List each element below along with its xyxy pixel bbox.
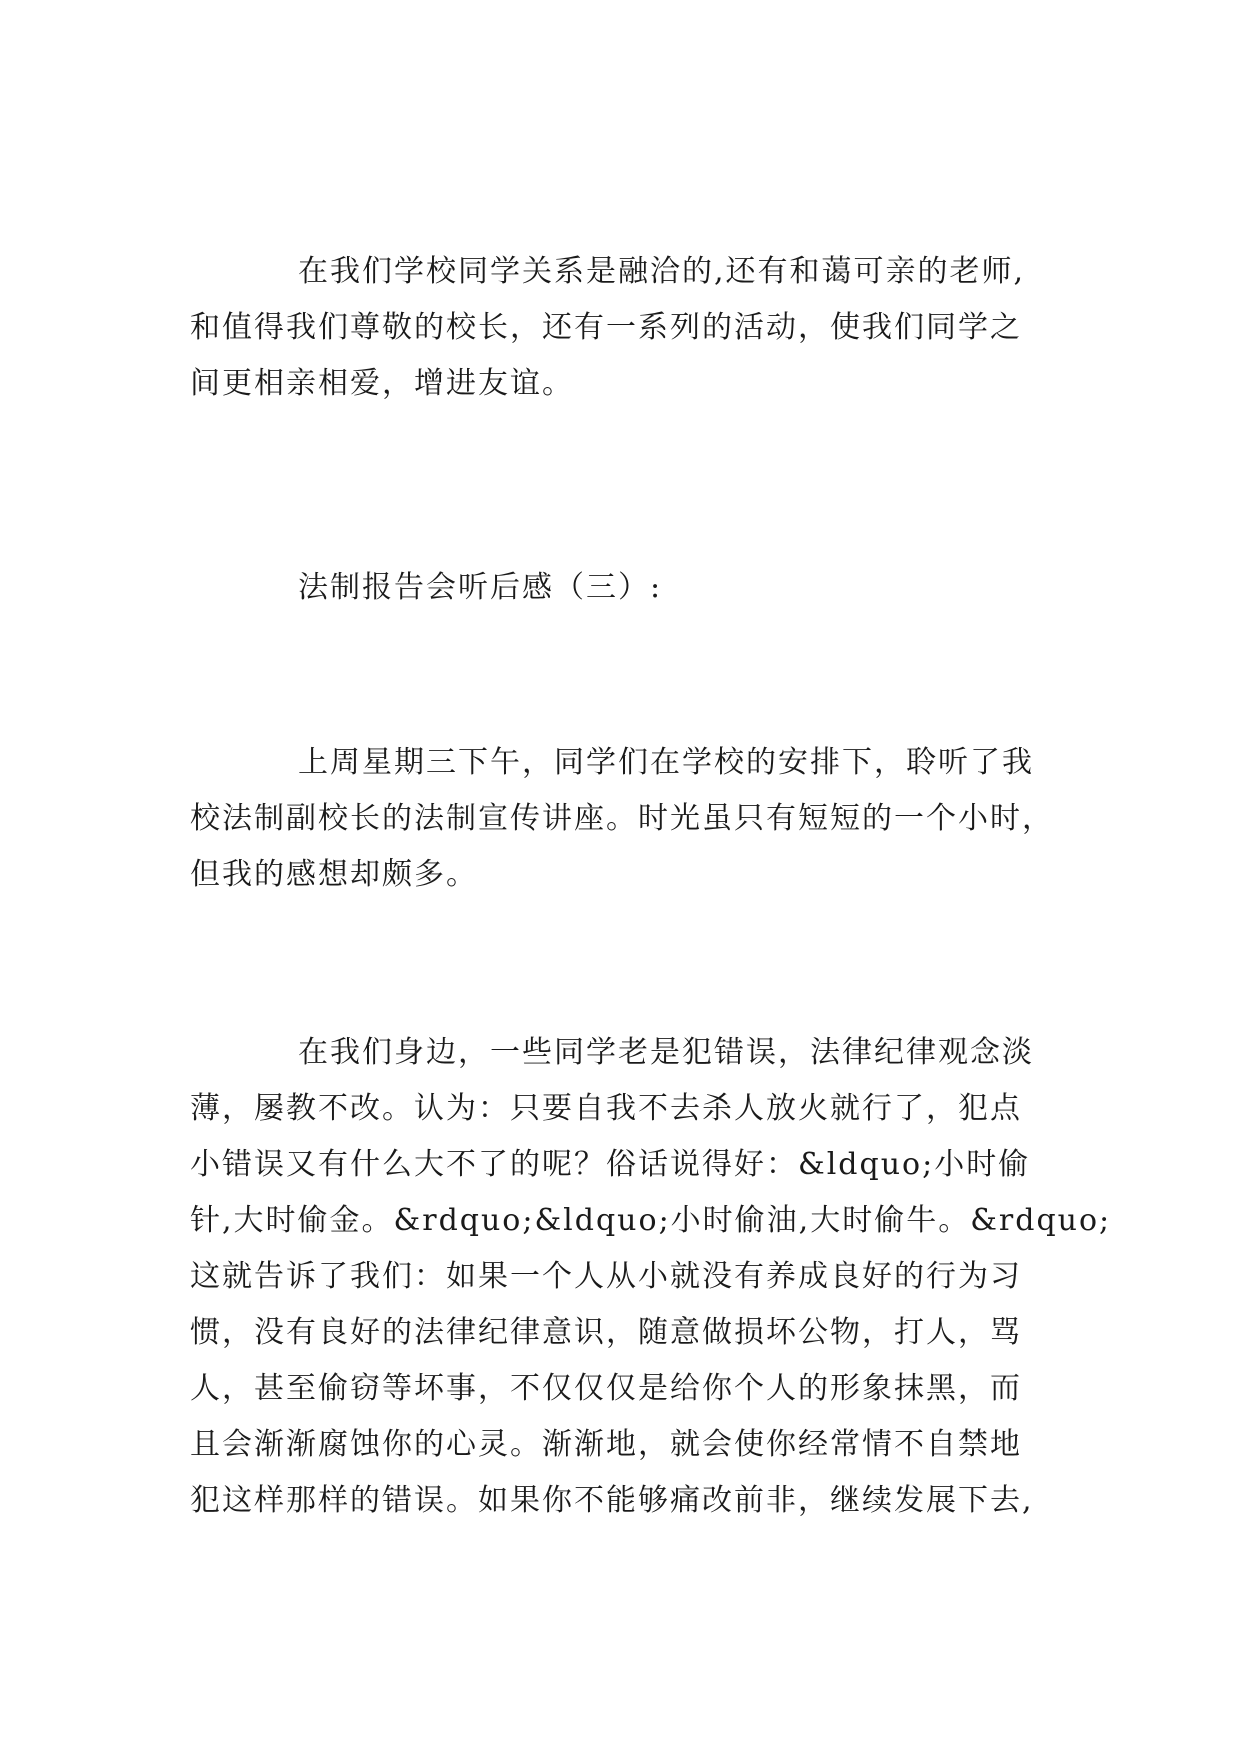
text-line: 针,大时偷金。&rdquo;&ldquo;小时偷油,大时偷牛。&rdquo; [190,1203,1112,1238]
text-line: 和值得我们尊敬的校长，还有一系列的活动，使我们同学之 [190,310,1022,345]
text-line: 间更相亲相爱，增进友谊。 [190,366,574,401]
text-line: 在我们身边，一些同学老是犯错误，法律纪律观念淡 [298,1035,1034,1070]
text-line: 犯这样那样的错误。如果你不能够痛改前非，继续发展下去, [190,1483,1034,1518]
paragraph-school-relations [190,244,1070,412]
text-line: 且会渐渐腐蚀你的心灵。渐渐地，就会使你经常情不自禁地 [190,1427,1022,1462]
text-line: 小错误又有什么大不了的呢？俗话说得好：&ldquo;小时偷 [190,1147,1031,1182]
text-line: 人，甚至偷窃等坏事，不仅仅仅是给你个人的形象抹黑，而 [190,1371,1022,1406]
text-line: 这就告诉了我们：如果一个人从小就没有养成良好的行为习 [190,1259,1022,1294]
section-heading [190,560,1070,616]
text-line: 惯，没有良好的法律纪律意识，随意做损坏公物，打人，骂 [190,1315,1022,1350]
paragraph-lecture [190,735,1070,903]
text-line: 上周星期三下午，同学们在学校的安排下，聆听了我 [298,745,1034,780]
text-line: 校法制副校长的法制宣传讲座。时光虽只有短短的一个小时， [190,801,1054,836]
text-line: 在我们学校同学关系是融洽的,还有和蔼可亲的老师, [298,254,1026,289]
paragraph-mistakes [190,1025,1112,1529]
text-line: 薄，屡教不改。认为：只要自我不去杀人放火就行了，犯点 [190,1091,1022,1126]
heading-text: 法制报告会听后感（三）: [298,570,663,605]
text-line: 但我的感想却颇多。 [190,857,478,892]
